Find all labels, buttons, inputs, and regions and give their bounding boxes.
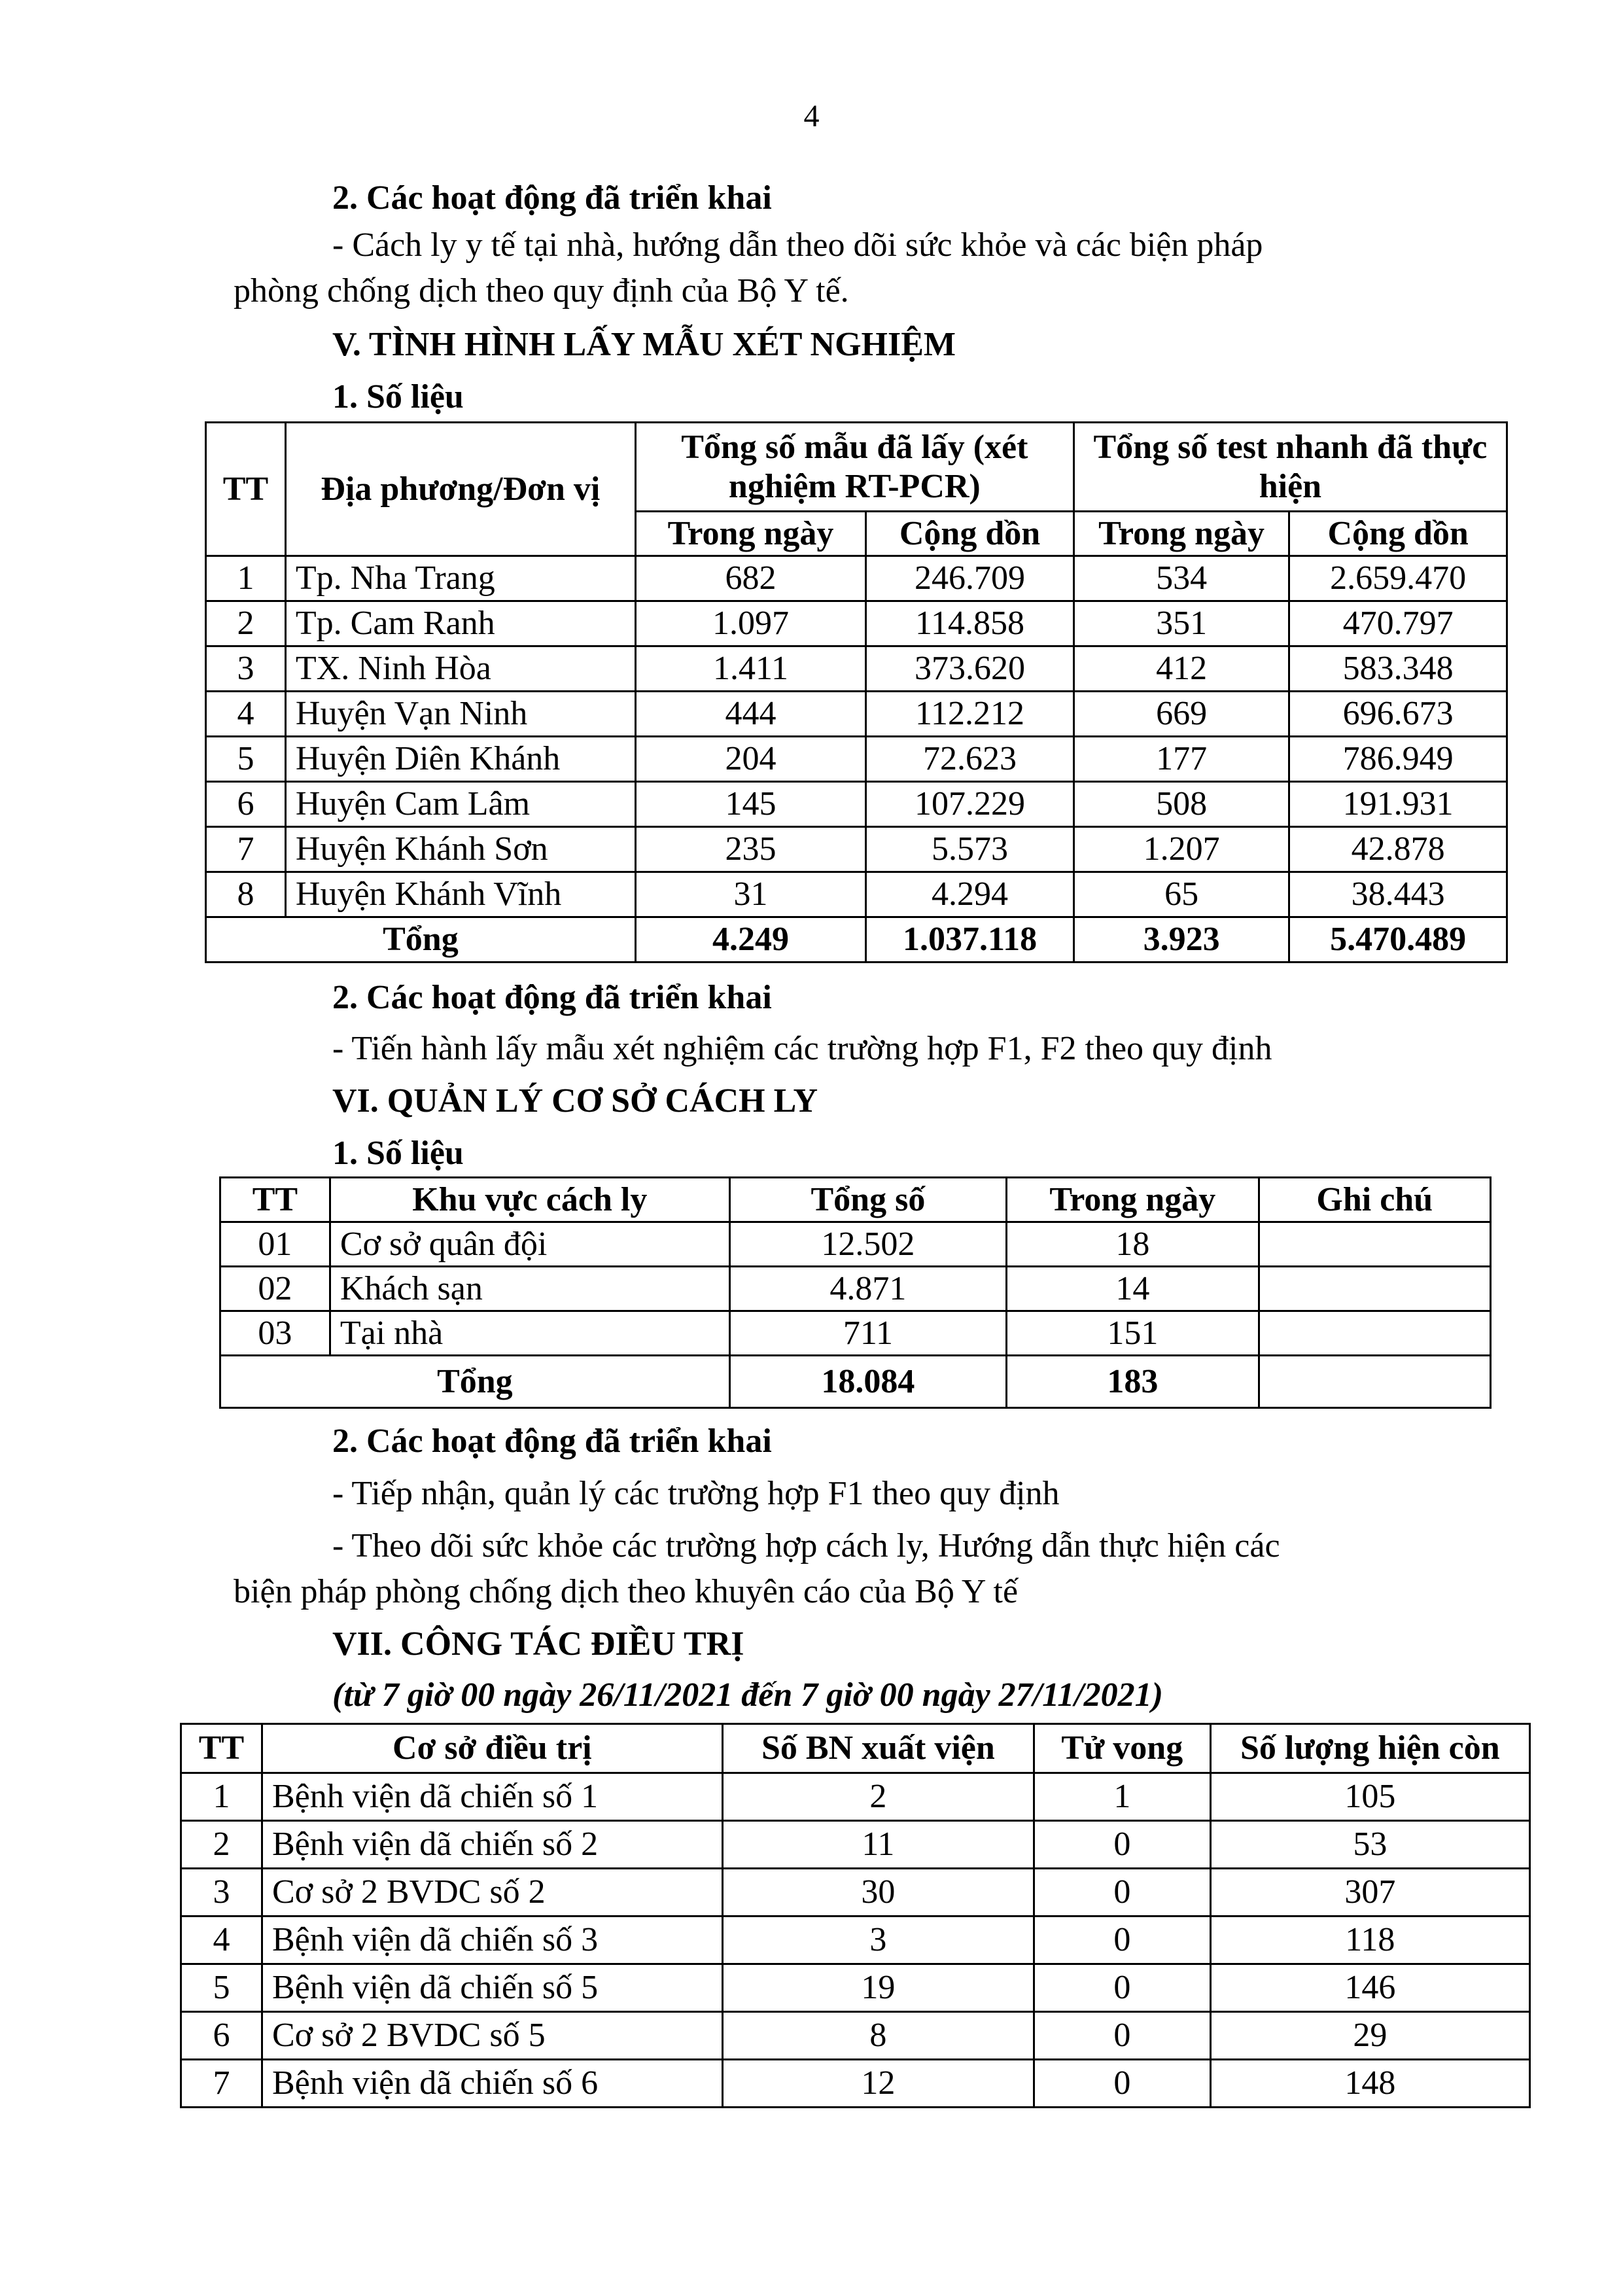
cell-discharged: 8 xyxy=(722,2012,1034,2060)
header-tt: TT xyxy=(206,423,286,556)
table-row xyxy=(206,692,1507,737)
cell-rapid-day: 351 xyxy=(1073,601,1289,646)
section-iv-activities-heading: 2. Các hoạt động đã triển khai xyxy=(332,179,772,217)
header-facility: Cơ sở điều trị xyxy=(262,1724,722,1773)
table-row xyxy=(181,1916,1530,1964)
cell-unit: Huyện Diên Khánh xyxy=(285,737,635,782)
cell-tt: 1 xyxy=(181,1773,262,1821)
table-row xyxy=(206,782,1507,827)
table-row xyxy=(181,2060,1530,2108)
header-note: Ghi chú xyxy=(1259,1178,1490,1222)
cell-deaths: 0 xyxy=(1034,1964,1210,2012)
table-total-row xyxy=(206,917,1507,963)
cell-remaining: 118 xyxy=(1210,1916,1529,1964)
table-total-row xyxy=(220,1356,1491,1408)
cell-unit: Huyện Khánh Vĩnh xyxy=(285,872,635,917)
cell-unit: TX. Ninh Hòa xyxy=(285,646,635,692)
cell-tt: 5 xyxy=(206,737,286,782)
total-total: 18.084 xyxy=(729,1356,1006,1408)
total-note xyxy=(1259,1356,1490,1408)
cell-discharged: 3 xyxy=(722,1916,1034,1964)
header-rapid-group: Tổng số test nhanh đã thực hiện xyxy=(1073,423,1507,512)
section-vi-activities-heading: 2. Các hoạt động đã triển khai xyxy=(332,1422,772,1460)
header-day: Trong ngày xyxy=(1007,1178,1259,1222)
cell-pcr-day: 145 xyxy=(635,782,865,827)
cell-tt: 02 xyxy=(220,1267,330,1311)
cell-facility: Cơ sở 2 BVDC số 5 xyxy=(262,2012,722,2060)
cell-rapid-day: 177 xyxy=(1073,737,1289,782)
header-discharged: Số BN xuất viện xyxy=(722,1724,1034,1773)
cell-tt: 2 xyxy=(206,601,286,646)
cell-pcr-cum: 112.212 xyxy=(866,692,1074,737)
cell-rapid-day: 508 xyxy=(1073,782,1289,827)
cell-discharged: 11 xyxy=(722,1821,1034,1869)
cell-tt: 7 xyxy=(206,827,286,872)
treatment-table xyxy=(180,1723,1531,2108)
total-label: Tổng xyxy=(206,917,636,963)
cell-note xyxy=(1259,1267,1490,1311)
cell-tt: 03 xyxy=(220,1311,330,1356)
header-pcr-cum: Cộng dồn xyxy=(866,512,1074,556)
table-row xyxy=(181,1773,1530,1821)
section-iv-activities-paragraph xyxy=(234,222,1476,268)
cell-rapid-day: 65 xyxy=(1073,872,1289,917)
cell-pcr-day: 235 xyxy=(635,827,865,872)
cell-pcr-day: 444 xyxy=(635,692,865,737)
paragraph-line: - Cách ly y tế tại nhà, hướng dẫn theo dõi sức khỏe và các biện pháp xyxy=(332,226,1263,264)
cell-tt: 6 xyxy=(181,2012,262,2060)
cell-rapid-day: 1.207 xyxy=(1073,827,1289,872)
table-row xyxy=(206,556,1507,601)
cell-rapid-cum: 2.659.470 xyxy=(1289,556,1507,601)
cell-remaining: 53 xyxy=(1210,1821,1529,1869)
header-rapid-day: Trong ngày xyxy=(1073,512,1289,556)
header-area: Khu vực cách ly xyxy=(330,1178,729,1222)
header-pcr-group: Tổng số mẫu đã lấy (xét nghiệm RT-PCR) xyxy=(635,423,1073,512)
paragraph-line: phòng chống dịch theo quy định của Bộ Y tế. xyxy=(234,272,849,309)
cell-pcr-day: 31 xyxy=(635,872,865,917)
cell-remaining: 148 xyxy=(1210,2060,1529,2108)
cell-rapid-cum: 583.348 xyxy=(1289,646,1507,692)
table-row xyxy=(181,1964,1530,2012)
cell-tt: 6 xyxy=(206,782,286,827)
table-row xyxy=(181,1869,1530,1916)
cell-remaining: 307 xyxy=(1210,1869,1529,1916)
cell-tt: 01 xyxy=(220,1222,330,1267)
header-tt: TT xyxy=(181,1724,262,1773)
table-row xyxy=(220,1267,1491,1311)
table-row xyxy=(181,2012,1530,2060)
header-total: Tổng số xyxy=(729,1178,1006,1222)
cell-tt: 7 xyxy=(181,2060,262,2108)
cell-facility: Bệnh viện dã chiến số 1 xyxy=(262,1773,722,1821)
cell-tt: 4 xyxy=(181,1916,262,1964)
sampling-table xyxy=(205,421,1508,963)
cell-area: Cơ sở quân đội xyxy=(330,1222,729,1267)
cell-note xyxy=(1259,1222,1490,1267)
cell-pcr-day: 204 xyxy=(635,737,865,782)
cell-pcr-cum: 373.620 xyxy=(866,646,1074,692)
table-row xyxy=(206,646,1507,692)
cell-rapid-cum: 786.949 xyxy=(1289,737,1507,782)
cell-deaths: 1 xyxy=(1034,1773,1210,1821)
cell-tt: 1 xyxy=(206,556,286,601)
cell-facility: Bệnh viện dã chiến số 5 xyxy=(262,1964,722,2012)
cell-deaths: 0 xyxy=(1034,1916,1210,1964)
table-row xyxy=(206,872,1507,917)
cell-tt: 3 xyxy=(181,1869,262,1916)
total-rapid-day: 3.923 xyxy=(1073,917,1289,963)
quarantine-table xyxy=(219,1176,1492,1409)
cell-pcr-day: 682 xyxy=(635,556,865,601)
cell-unit: Tp. Cam Ranh xyxy=(285,601,635,646)
cell-tt: 3 xyxy=(206,646,286,692)
section-v-activities-text: - Tiến hành lấy mẫu xét nghiệm các trường hợp F1, F2 theo quy định xyxy=(332,1030,1272,1067)
total-rapid-cum: 5.470.489 xyxy=(1289,917,1507,963)
section-vi-activity-item xyxy=(234,1523,1476,1569)
paragraph-line: biện pháp phòng chống dịch theo khuyên cáo của Bộ Y tế xyxy=(234,1573,1019,1610)
cell-pcr-cum: 4.294 xyxy=(866,872,1074,917)
cell-total: 12.502 xyxy=(729,1222,1006,1267)
cell-discharged: 19 xyxy=(722,1964,1034,2012)
cell-total: 711 xyxy=(729,1311,1006,1356)
cell-rapid-day: 534 xyxy=(1073,556,1289,601)
cell-tt: 2 xyxy=(181,1821,262,1869)
header-deaths: Tử vong xyxy=(1034,1724,1210,1773)
cell-facility: Bệnh viện dã chiến số 3 xyxy=(262,1916,722,1964)
table-row xyxy=(220,1222,1491,1267)
table-row xyxy=(220,1311,1491,1356)
cell-rapid-cum: 38.443 xyxy=(1289,872,1507,917)
table-row xyxy=(181,1821,1530,1869)
cell-unit: Huyện Khánh Sơn xyxy=(285,827,635,872)
cell-pcr-cum: 72.623 xyxy=(866,737,1074,782)
cell-rapid-cum: 42.878 xyxy=(1289,827,1507,872)
cell-area: Tại nhà xyxy=(330,1311,729,1356)
cell-pcr-day: 1.097 xyxy=(635,601,865,646)
section-v-subheading: 1. Số liệu xyxy=(332,378,464,415)
cell-pcr-cum: 5.573 xyxy=(866,827,1074,872)
cell-remaining: 146 xyxy=(1210,1964,1529,2012)
section-vii-period: (từ 7 giờ 00 ngày 26/11/2021 đến 7 giờ 00 ngày 27/11/2021) xyxy=(332,1676,1163,1714)
cell-note xyxy=(1259,1311,1490,1356)
total-pcr-cum: 1.037.118 xyxy=(866,917,1074,963)
header-remaining: Số lượng hiện còn xyxy=(1210,1724,1529,1773)
cell-tt: 4 xyxy=(206,692,286,737)
cell-unit: Huyện Vạn Ninh xyxy=(285,692,635,737)
cell-deaths: 0 xyxy=(1034,1821,1210,1869)
cell-pcr-day: 1.411 xyxy=(635,646,865,692)
cell-pcr-cum: 107.229 xyxy=(866,782,1074,827)
page-number: 4 xyxy=(803,99,820,133)
header-pcr-day: Trong ngày xyxy=(635,512,865,556)
section-vi-subheading: 1. Số liệu xyxy=(332,1135,464,1172)
section-v-activities-heading: 2. Các hoạt động đã triển khai xyxy=(332,979,772,1016)
cell-rapid-cum: 470.797 xyxy=(1289,601,1507,646)
cell-facility: Cơ sở 2 BVDC số 2 xyxy=(262,1869,722,1916)
cell-day: 18 xyxy=(1007,1222,1259,1267)
section-v-title: V. TÌNH HÌNH LẤY MẪU XÉT NGHIỆM xyxy=(332,326,956,363)
total-label: Tổng xyxy=(220,1356,730,1408)
cell-rapid-day: 669 xyxy=(1073,692,1289,737)
section-vi-title: VI. QUẢN LÝ CƠ SỞ CÁCH LY xyxy=(332,1082,818,1120)
cell-tt: 8 xyxy=(206,872,286,917)
cell-remaining: 29 xyxy=(1210,2012,1529,2060)
cell-total: 4.871 xyxy=(729,1267,1006,1311)
header-tt: TT xyxy=(220,1178,330,1222)
header-rapid-cum: Cộng dồn xyxy=(1289,512,1507,556)
cell-area: Khách sạn xyxy=(330,1267,729,1311)
cell-day: 151 xyxy=(1007,1311,1259,1356)
cell-facility: Bệnh viện dã chiến số 6 xyxy=(262,2060,722,2108)
section-vii-title: VII. CÔNG TÁC ĐIỀU TRỊ xyxy=(332,1625,744,1663)
table-row xyxy=(206,827,1507,872)
cell-discharged: 2 xyxy=(722,1773,1034,1821)
header-unit: Địa phương/Đơn vị xyxy=(285,423,635,556)
cell-tt: 5 xyxy=(181,1964,262,2012)
cell-rapid-day: 412 xyxy=(1073,646,1289,692)
cell-pcr-cum: 114.858 xyxy=(866,601,1074,646)
cell-deaths: 0 xyxy=(1034,1869,1210,1916)
cell-pcr-cum: 246.709 xyxy=(866,556,1074,601)
section-vi-activity-item: - Tiếp nhận, quản lý các trường hợp F1 theo quy định xyxy=(332,1475,1060,1512)
cell-day: 14 xyxy=(1007,1267,1259,1311)
cell-discharged: 30 xyxy=(722,1869,1034,1916)
table-row xyxy=(206,737,1507,782)
paragraph-line: - Theo dõi sức khỏe các trường hợp cách ly, Hướng dẫn thực hiện các xyxy=(332,1527,1280,1564)
total-day: 183 xyxy=(1007,1356,1259,1408)
cell-discharged: 12 xyxy=(722,2060,1034,2108)
cell-deaths: 0 xyxy=(1034,2060,1210,2108)
cell-unit: Tp. Nha Trang xyxy=(285,556,635,601)
cell-unit: Huyện Cam Lâm xyxy=(285,782,635,827)
table-row xyxy=(206,601,1507,646)
cell-facility: Bệnh viện dã chiến số 2 xyxy=(262,1821,722,1869)
cell-rapid-cum: 696.673 xyxy=(1289,692,1507,737)
cell-rapid-cum: 191.931 xyxy=(1289,782,1507,827)
total-pcr-day: 4.249 xyxy=(635,917,865,963)
cell-deaths: 0 xyxy=(1034,2012,1210,2060)
cell-remaining: 105 xyxy=(1210,1773,1529,1821)
